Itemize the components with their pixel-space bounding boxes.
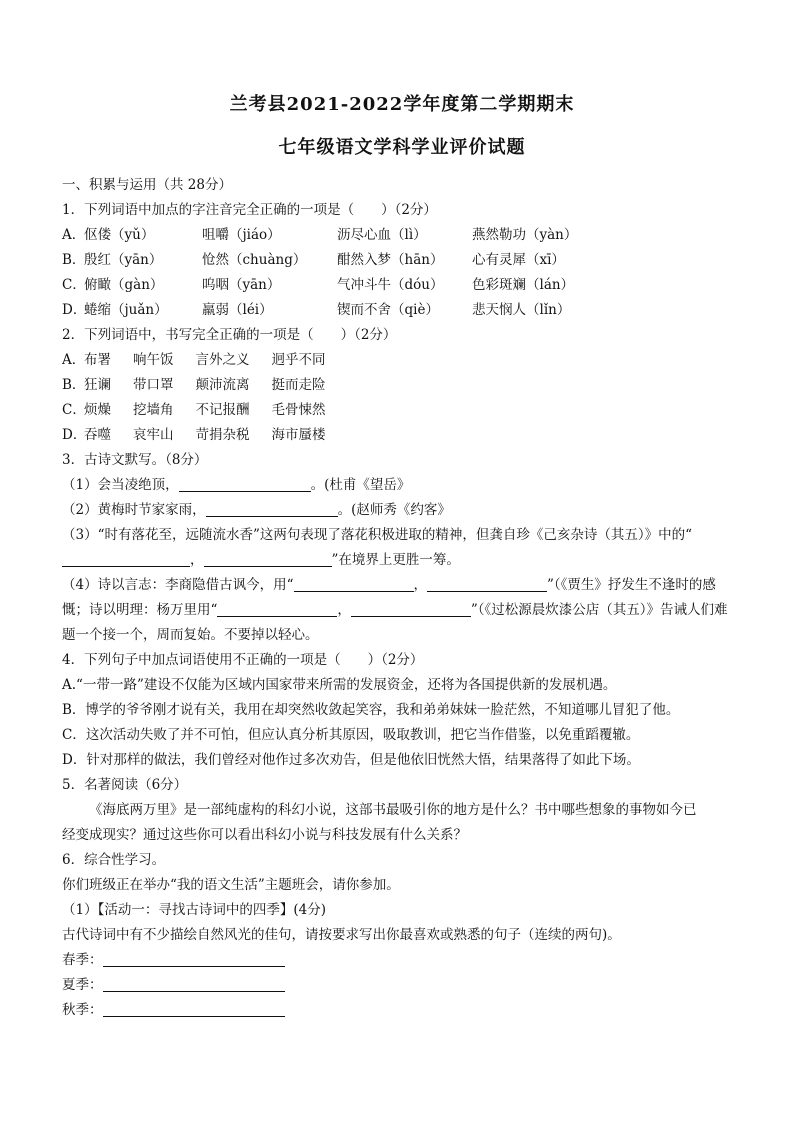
option-item: 锲而不舍（qiè） (337, 302, 439, 318)
q3-stem: 3．古诗文默写。（8分） (62, 452, 208, 468)
q4-option-b: B．博学的爷爷刚才说有关，我用在却突然收敛起笑容，我和弟弟妹妹一脸茫然，不知道哪儿冒犯了他。 (62, 702, 680, 718)
option-item: 气冲斗牛（dóu） (337, 277, 444, 293)
q5-stem: 5．名著阅读（6分） (62, 777, 188, 793)
season-label: 夏季： (62, 977, 103, 993)
q4-stem: 4．下列句子中加点词语使用不正确的一项是（ ）（2分） (62, 652, 424, 668)
q1-stem: 1．下列词语中加点的字注音完全正确的一项是（ ）（2分） (62, 202, 437, 218)
q3-item4 (62, 573, 742, 648)
comma: ， (190, 552, 204, 568)
option-item: 言外之义 (195, 352, 250, 368)
option-label: A． (62, 352, 86, 368)
q3-item3-text: （3）“时有落花至，远随流水香”这两句表现了落花积极进取的精神，但龚自珍《己亥杂诗（其五）》中的“ (62, 527, 693, 543)
q1-option-d (62, 298, 742, 323)
option-item: 烦燥 (84, 402, 111, 418)
option-item: 羸弱（léi） (202, 302, 273, 318)
q3-item4-source: ”（《贾生》抒发生不逢时的感 (547, 577, 716, 593)
exam-title-line2: 七年级语文学科学业评价试题 (278, 137, 526, 158)
answer-blank[interactable] (103, 975, 285, 992)
q3-item1-source: 。(杜甫《望岳》 (310, 477, 411, 493)
q1-option-c (62, 273, 742, 298)
q2-option-b (62, 373, 742, 398)
q5-paragraph (62, 798, 742, 848)
answer-blank[interactable] (294, 575, 414, 592)
season-summer (62, 973, 742, 998)
q6-instruction: 古代诗词中有不少描绘自然风光的佳句，请按要求写出你最喜欢或熟悉的句子（连续的两句)。 (62, 927, 621, 943)
q3-item2-source: 。(赵师秀《约客》 (337, 502, 451, 518)
q3-item1-text: （1）会当凌绝顶， (62, 477, 179, 493)
answer-blank[interactable] (103, 950, 285, 967)
option-item: 吞噬 (84, 427, 111, 443)
q2-option-a (62, 348, 742, 373)
option-item: 怆然（chuàng） (202, 252, 307, 268)
option-item: 毛骨悚然 (271, 402, 326, 418)
q3-item4-text: （4）诗以言志：李商隐借古讽今，用“ (62, 577, 294, 593)
option-item: 不记报酬 (195, 402, 250, 418)
exam-title-line1: 兰考县2021-2022学年度第二学期期末 (229, 94, 575, 115)
q6-intro: 你们班级正在举办“我的语文生活”主题班会，请你参加。 (62, 877, 400, 893)
season-autumn (62, 998, 742, 1023)
q2-option-c (62, 398, 742, 423)
option-item: 挖墙角 (133, 402, 174, 418)
option-item: 咀嚼（jiáo） (202, 227, 281, 243)
q3-item3 (62, 523, 742, 573)
q2-option-d (62, 423, 742, 448)
option-label: C． (62, 277, 86, 293)
option-item: 迥乎不同 (271, 352, 326, 368)
answer-blank[interactable] (351, 600, 471, 617)
option-item: 颠沛流离 (195, 377, 250, 393)
option-item: 燕然勒功（yàn） (472, 227, 578, 243)
q2-stem: 2．下列词语中，书写完全正确的一项是（ ）（2分） (62, 327, 397, 343)
option-item: 俯瞰（gàn） (84, 277, 164, 293)
option-item: 响午饭 (133, 352, 174, 368)
option-item: 沥尽心血（lì） (337, 227, 427, 243)
q3-item1 (62, 473, 742, 498)
section-heading: 一、积累与运用（共 28分） (62, 177, 232, 193)
q3-item2-text: （2）黄梅时节家家雨， (62, 502, 206, 518)
answer-blank[interactable] (217, 600, 337, 617)
q6-activity1: （1）【活动一：寻找古诗词中的四季】(4分) (62, 902, 326, 918)
option-label: D． (62, 302, 87, 318)
q4-option-d: D．针对那样的做法，我们曾经对他作过多次劝告，但是他依旧恍然大悟，结果落得了如此下场。 (62, 752, 640, 768)
q1-option-b (62, 248, 742, 273)
option-label: D． (62, 427, 87, 443)
option-item: 悲天悯人（lǐn） (472, 302, 571, 318)
option-item: 狂谰 (84, 377, 111, 393)
option-item: 苛捐杂税 (195, 427, 250, 443)
season-label: 秋季： (62, 1002, 103, 1018)
q3-item4-source2: ”（《过松源晨炊漆公店（其五）》告诫人们难 (470, 602, 728, 618)
q4-option-c: C．这次活动失败了并不可怕，但应认真分析其原因，吸取教训，把它当作借鉴，以免重蹈覆辙。 (62, 727, 640, 743)
option-label: B． (62, 252, 86, 268)
comma: ， (337, 602, 351, 618)
option-item: 呜咽（yān） (202, 277, 281, 293)
q5-para-line2: 经变成现实？通过这些你可以看出科幻小说与科技发展有什么关系？ (62, 827, 467, 843)
answer-blank[interactable] (103, 1000, 285, 1017)
option-item: 蜷缩（juǎn） (84, 302, 168, 318)
option-item: 殷红（yān） (84, 252, 163, 268)
option-label: A． (62, 227, 86, 243)
answer-blank[interactable] (62, 550, 190, 567)
answer-blank[interactable] (179, 475, 311, 492)
comma: ， (413, 577, 427, 593)
option-item: 心有灵犀（xī） (472, 252, 565, 268)
option-item: 布署 (84, 352, 111, 368)
option-item: 伛偻（yǔ） (84, 227, 155, 243)
q3-item4-text2: 慨；诗以明理：杨万里用“ (62, 602, 218, 618)
option-item: 哀牢山 (133, 427, 174, 443)
option-item: 海市蜃楼 (271, 427, 326, 443)
option-item: 色彩斑斓（lán） (472, 277, 575, 293)
q6-stem: 6．综合性学习。 (62, 852, 166, 868)
season-spring (62, 948, 742, 973)
q3-item4-text3: 题一个接一个，周而复始。不要掉以轻心。 (62, 627, 319, 643)
option-label: B． (62, 377, 86, 393)
q4-option-a: A.“一带一路”建设不仅能为区域内国家带来所需的发展资金，还将为各国提供新的发展机遇。 (62, 677, 617, 693)
q3-item3-tail: ”在境界上更胜一筹。 (331, 552, 460, 568)
option-label: C． (62, 402, 86, 418)
option-item: 挺而走险 (271, 377, 326, 393)
q5-para-line1: 《海底两万里》是一部纯虚构的科幻小说，这部书最吸引你的地方是什么？书中哪些想象的事物如今已 (89, 802, 697, 818)
answer-blank[interactable] (206, 500, 338, 517)
answer-blank[interactable] (204, 550, 332, 567)
answer-blank[interactable] (427, 575, 547, 592)
season-label: 春季： (62, 952, 103, 968)
q1-option-a (62, 223, 742, 248)
q3-item2 (62, 498, 742, 523)
exam-page (62, 90, 742, 1023)
option-item: 酣然入梦（hān） (337, 252, 444, 268)
option-item: 带口罩 (133, 377, 174, 393)
